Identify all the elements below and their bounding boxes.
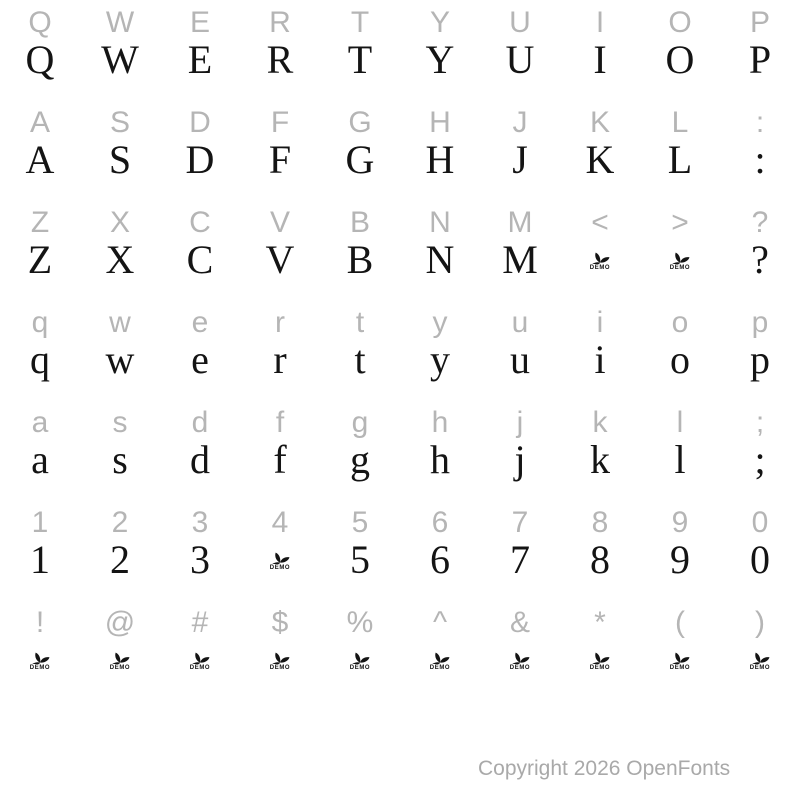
specimen-row: [0, 134, 800, 186]
demo-placeholder: [240, 534, 320, 586]
demo-fleuron-icon: [269, 549, 291, 564]
specimen-char: I: [593, 37, 607, 82]
guide-char: I: [595, 6, 605, 39]
specimen-char: k: [590, 437, 610, 482]
copyright-text: Copyright 2026 OpenFonts: [478, 757, 731, 780]
specimen-char: 8: [590, 537, 610, 582]
specimen-char: R: [266, 37, 294, 82]
specimen-char: 0: [750, 537, 770, 582]
specimen-row: [0, 434, 800, 486]
demo-label: DEMO: [269, 565, 291, 571]
guide-char: <: [591, 206, 609, 239]
specimen-char: o: [670, 337, 690, 382]
guide-char: Y: [429, 6, 450, 39]
guide-char: @: [104, 606, 136, 639]
demo-placeholder: [240, 634, 320, 686]
demo-fleuron-icon: [349, 649, 371, 664]
specimen-char: Y: [425, 37, 455, 82]
demo-fleuron-icon: [109, 649, 131, 664]
specimen-char: y: [430, 337, 450, 382]
guide-char: M: [507, 206, 533, 239]
guide-char: u: [511, 306, 529, 339]
specimen-char: l: [674, 437, 686, 482]
guide-char: A: [29, 106, 50, 139]
guide-char: j: [516, 406, 524, 439]
specimen-char: d: [190, 437, 210, 482]
specimen-char: w: [105, 337, 135, 382]
guide-char: C: [189, 206, 211, 239]
specimen-char: 9: [670, 537, 690, 582]
guide-char: H: [429, 106, 451, 139]
guide-char: E: [189, 6, 210, 39]
demo-placeholder: [640, 634, 720, 686]
specimen-char: e: [191, 337, 209, 382]
demo-glyph: [429, 649, 451, 672]
specimen-char: p: [750, 337, 770, 382]
specimen-char: ;: [754, 437, 766, 482]
guide-char: 4: [271, 506, 289, 539]
demo-placeholder: [160, 634, 240, 686]
demo-label: DEMO: [589, 265, 611, 271]
glyph-block-3: [0, 200, 800, 300]
guide-char: 7: [511, 506, 529, 539]
specimen-char: F: [268, 137, 292, 182]
guide-char: B: [349, 206, 370, 239]
demo-fleuron-icon: [189, 649, 211, 664]
guide-char: 2: [111, 506, 129, 539]
guide-char: R: [269, 6, 291, 39]
demo-placeholder: [0, 634, 80, 686]
demo-fleuron-icon: [269, 649, 291, 664]
guide-char: o: [671, 306, 689, 339]
specimen-char: W: [101, 37, 139, 82]
demo-placeholder: [560, 234, 640, 286]
guide-char: 8: [591, 506, 609, 539]
guide-char: h: [431, 406, 449, 439]
specimen-char: A: [25, 137, 55, 182]
demo-fleuron-icon: [589, 649, 611, 664]
guide-char: $: [271, 606, 289, 639]
specimen-row: [0, 534, 800, 586]
demo-fleuron-icon: [749, 649, 771, 664]
specimen-char: H: [425, 137, 455, 182]
demo-placeholder: [320, 634, 400, 686]
specimen-char: ?: [751, 237, 769, 282]
guide-char: e: [191, 306, 209, 339]
specimen-char: a: [31, 437, 49, 482]
guide-char: L: [671, 106, 689, 139]
demo-fleuron-icon: [429, 649, 451, 664]
demo-placeholder: [720, 634, 800, 686]
specimen-char: Q: [25, 37, 55, 82]
guide-char: T: [350, 6, 370, 39]
glyph-block-7: [0, 600, 800, 700]
guide-char: 1: [31, 506, 49, 539]
guide-char: N: [429, 206, 451, 239]
glyph-block-6: [0, 500, 800, 600]
guide-char: X: [109, 206, 130, 239]
demo-glyph: [109, 649, 131, 672]
demo-label: DEMO: [749, 665, 771, 671]
demo-glyph: [749, 649, 771, 672]
demo-placeholder: [400, 634, 480, 686]
guide-char: d: [191, 406, 209, 439]
demo-label: DEMO: [669, 665, 691, 671]
guide-char: W: [105, 6, 135, 39]
guide-char: V: [269, 206, 290, 239]
guide-char: *: [594, 606, 606, 639]
guide-char: :: [755, 106, 765, 139]
demo-label: DEMO: [29, 665, 51, 671]
specimen-char: N: [425, 237, 455, 282]
specimen-char: S: [108, 137, 132, 182]
glyph-block-2: [0, 100, 800, 200]
guide-char: G: [348, 106, 372, 139]
specimen-row: [0, 234, 800, 286]
specimen-char: g: [350, 437, 370, 482]
demo-label: DEMO: [109, 665, 131, 671]
specimen-char: X: [105, 237, 135, 282]
specimen-char: L: [667, 137, 693, 182]
demo-glyph: [269, 549, 291, 572]
specimen-char: M: [502, 237, 538, 282]
guide-char: !: [35, 606, 45, 639]
specimen-char: Z: [27, 237, 53, 282]
specimen-char: h: [430, 437, 450, 482]
guide-char: 0: [751, 506, 769, 539]
demo-glyph: [269, 649, 291, 672]
specimen-char: i: [594, 337, 606, 382]
specimen-char: 7: [510, 537, 530, 582]
guide-char: #: [191, 606, 209, 639]
guide-char: O: [668, 6, 692, 39]
specimen-char: 1: [30, 537, 50, 582]
guide-char: J: [512, 106, 528, 139]
guide-char: Q: [28, 6, 52, 39]
specimen-char: 2: [110, 537, 130, 582]
demo-fleuron-icon: [589, 249, 611, 264]
guide-char: P: [749, 6, 770, 39]
guide-char: Z: [30, 206, 50, 239]
demo-label: DEMO: [589, 665, 611, 671]
guide-char: f: [275, 406, 285, 439]
guide-char: w: [109, 306, 131, 339]
guide-char: p: [751, 306, 769, 339]
guide-char: 5: [351, 506, 369, 539]
glyph-block-5: [0, 400, 800, 500]
guide-char: ^: [432, 606, 448, 639]
demo-placeholder: [560, 634, 640, 686]
guide-char: s: [112, 406, 128, 439]
demo-label: DEMO: [269, 665, 291, 671]
guide-char: 3: [191, 506, 209, 539]
guide-char: K: [589, 106, 610, 139]
demo-label: DEMO: [509, 665, 531, 671]
specimen-row: [0, 34, 800, 86]
demo-fleuron-icon: [29, 649, 51, 664]
specimen-char: t: [354, 337, 366, 382]
guide-char: D: [189, 106, 211, 139]
specimen-row: [0, 634, 800, 686]
demo-fleuron-icon: [669, 249, 691, 264]
demo-placeholder: [640, 234, 720, 286]
demo-glyph: [349, 649, 371, 672]
demo-glyph: [589, 649, 611, 672]
guide-char: 6: [431, 506, 449, 539]
guide-char: y: [432, 306, 448, 339]
glyph-block-4: [0, 300, 800, 400]
specimen-char: U: [505, 37, 535, 82]
demo-label: DEMO: [189, 665, 211, 671]
specimen-char: f: [273, 437, 287, 482]
demo-glyph: [669, 249, 691, 272]
specimen-char: T: [347, 37, 373, 82]
demo-glyph: [589, 249, 611, 272]
specimen-char: s: [112, 437, 128, 482]
demo-label: DEMO: [349, 665, 371, 671]
specimen-char: D: [185, 137, 215, 182]
demo-fleuron-icon: [509, 649, 531, 664]
demo-label: DEMO: [429, 665, 451, 671]
specimen-char: B: [346, 237, 374, 282]
demo-placeholder: [80, 634, 160, 686]
demo-glyph: [509, 649, 531, 672]
guide-char: %: [346, 606, 374, 639]
demo-glyph: [29, 649, 51, 672]
specimen-char: 5: [350, 537, 370, 582]
specimen-char: V: [265, 237, 295, 282]
guide-char: t: [355, 306, 365, 339]
guide-char: S: [109, 106, 130, 139]
specimen-char: r: [273, 337, 287, 382]
specimen-char: J: [512, 137, 528, 182]
specimen-char: E: [187, 37, 213, 82]
guide-char: &: [509, 606, 530, 639]
specimen-char: K: [585, 137, 615, 182]
demo-glyph: [669, 649, 691, 672]
demo-fleuron-icon: [669, 649, 691, 664]
specimen-char: C: [186, 237, 214, 282]
specimen-char: 3: [190, 537, 210, 582]
demo-glyph: [189, 649, 211, 672]
guide-char: l: [676, 406, 684, 439]
specimen-char: G: [345, 137, 375, 182]
demo-placeholder: [480, 634, 560, 686]
guide-char: g: [351, 406, 369, 439]
guide-char: >: [671, 206, 689, 239]
specimen-row: [0, 334, 800, 386]
guide-char: ): [755, 606, 765, 639]
guide-char: a: [31, 406, 49, 439]
specimen-char: j: [514, 437, 526, 482]
specimen-char: O: [665, 37, 695, 82]
guide-char: U: [509, 6, 531, 39]
guide-char: q: [31, 306, 49, 339]
guide-char: F: [270, 106, 290, 139]
specimen-char: q: [30, 337, 50, 382]
specimen-char: u: [510, 337, 530, 382]
specimen-char: :: [754, 137, 766, 182]
specimen-char: P: [748, 37, 772, 82]
guide-char: ;: [755, 406, 765, 439]
glyph-block-1: [0, 0, 800, 100]
guide-char: i: [596, 306, 604, 339]
guide-char: r: [275, 306, 285, 339]
specimen-char: 6: [430, 537, 450, 582]
guide-char: 9: [671, 506, 689, 539]
guide-char: (: [675, 606, 685, 639]
guide-char: ?: [751, 206, 769, 239]
guide-char: k: [592, 406, 608, 439]
demo-label: DEMO: [669, 265, 691, 271]
